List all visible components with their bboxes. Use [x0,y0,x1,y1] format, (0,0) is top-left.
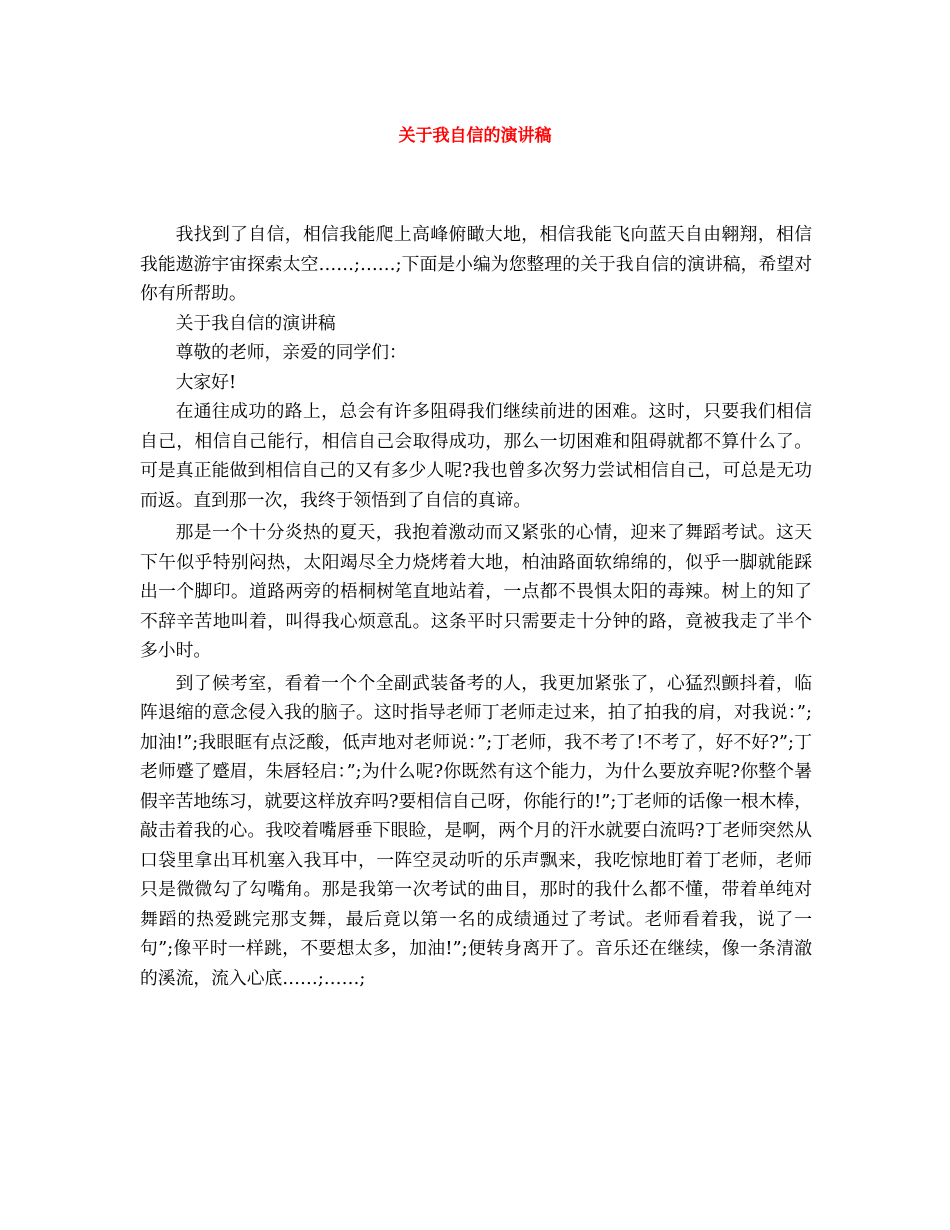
body-paragraph: 到了候考室，看着一个个全副武装备考的人，我更加紧张了，心猛烈颤抖着，临阵退缩的意念侵入我的脑子。这时指导老师丁老师走过来，拍了拍我的肩，对我说：”;加油!”;我眼眶有点泛酸，低声地对老师说：”;丁老师，我不考了!不考了，好不好?”;丁老师蹙了蹙眉，朱唇轻启：”;为什么呢?你既然有这个能力，为什么要放弃呢?你整个暑假辛苦地练习，就要这样放弃吗?要相信自己呀，你能行的!”;丁老师的话像一根木棒，敲击着我的心。我咬着嘴唇垂下眼睑，是啊，两个月的汗水就要白流吗?丁老师突然从口袋里拿出耳机塞入我耳中，一阵空灵动听的乐声飘来，我吃惊地盯着丁老师，老师只是微微勾了勾嘴角。那是我第一次考试的曲目，那时的我什么都不懂，带着单纯对舞蹈的热爱跳完那支舞，最后竟以第一名的成绩通过了考试。老师看着我，说了一句”;像平时一样跳，不要想太多，加油!”;便转身离开了。音乐还在继续，像一条清澈的溪流，流入心底……;……; [140,672,812,989]
document-body [140,220,812,993]
page-title: 关于我自信的演讲稿 [398,126,552,146]
greeting: 大家好! [175,371,237,393]
salutation: 尊敬的老师，亲爱的同学们： [175,342,407,363]
body-paragraph: 那是一个十分炎热的夏天，我抱着激动而又紧张的心情，迎来了舞蹈考试。这天下午似乎特别闷热，太阳竭尽全力烧烤着大地，柏油路面软绵绵的，似乎一脚就能踩出一个脚印。道路两旁的梧桐树笔直地站着，一点都不畏惧太阳的毒辣。树上的知了不辞辛苦地叫着，叫得我心烦意乱。这条平时只需要走十分钟的路，竟被我走了半个多小时。 [140,522,812,661]
intro-paragraph: 我找到了自信，相信我能爬上高峰俯瞰大地，相信我能飞向蓝天自由翱翔，相信我能遨游宇宙探索太空……;……;下面是小编为您整理的关于我自信的演讲稿，希望对你有所帮助。 [140,224,812,304]
speech-heading: 关于我自信的演讲稿 [175,312,336,334]
body-paragraph: 在通往成功的路上，总会有许多阻碍我们继续前进的困难。这时，只要我们相信自己，相信自己能行，相信自己会取得成功，那么一切困难和阻碍就都不算什么了。可是真正能做到相信自己的又有多少人呢?我也曾多次努力尝试相信自己，可总是无功而返。直到那一次，我终于领悟到了自信的真谛。 [140,401,812,511]
